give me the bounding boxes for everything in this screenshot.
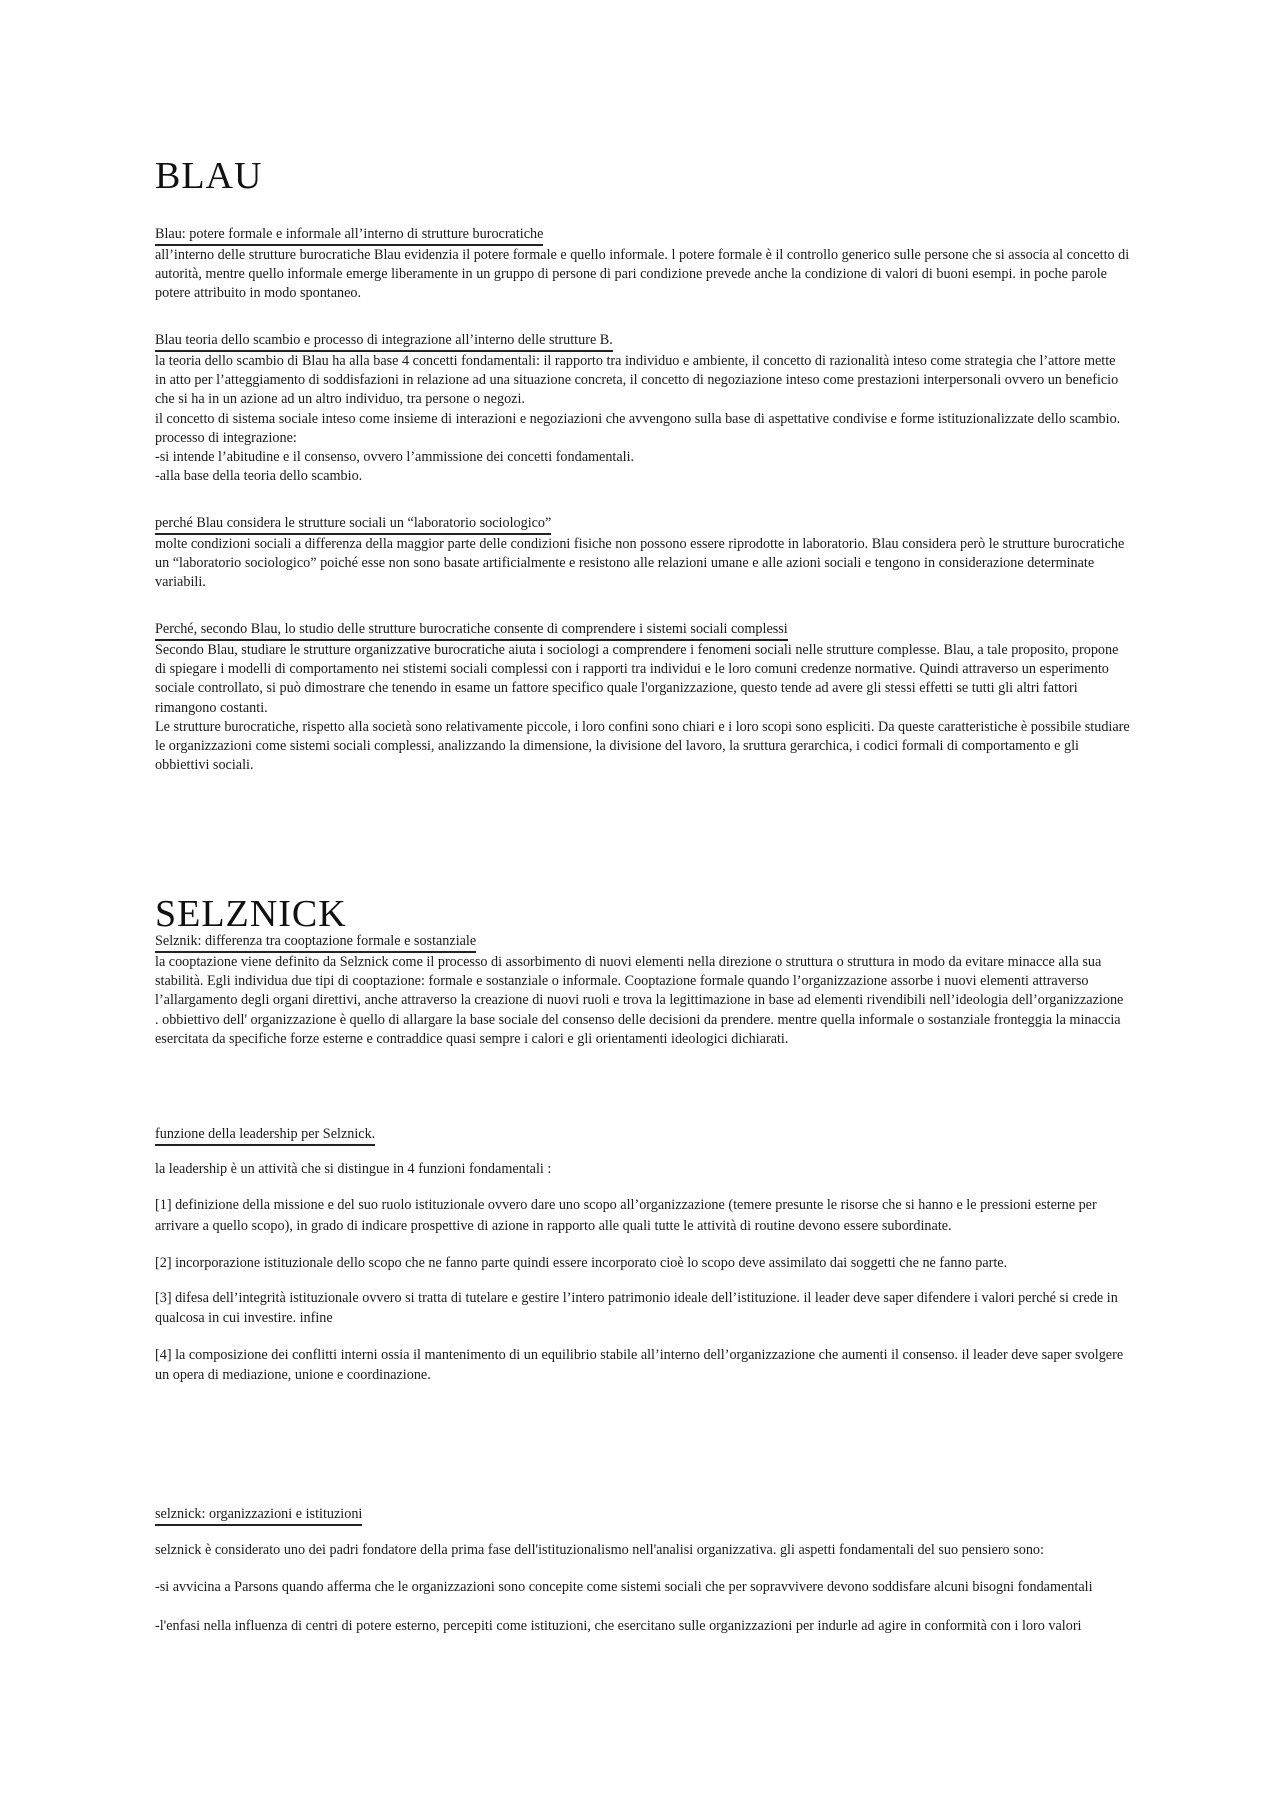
list-item: -l'enfasi nella influenza di centri di potere esterno, percepiti come istituzioni, che esercitano sulle organizzazioni per indurle ad agire in conformità con i loro valori [155,1618,1082,1634]
section-title: Blau: potere formale e informale all’interno di strutture burocratiche [155,225,543,246]
bullet-item: -alla base della teoria dello scambio. [155,468,363,485]
heading-selznick: SELZNICK [155,893,347,935]
section-intro: selznick è considerato uno dei padri fondatore della prima fase dell'istituzionalismo nell'analisi organizzativa. gli aspetti fondamentali del suo pensiero sono: [155,1542,1044,1558]
section-title: Selznik: differenza tra cooptazione formale e sostanziale [155,932,476,953]
section-body: molte condizioni sociali a differenza della maggior parte delle condizioni fisiche non possono essere riprodotte in laboratorio. Blau considera però le strutture burocratiche un “laboratorio sociologico” poiché esse non sono basate artificialmente e resistono alle relazioni umane e alle azioni sociali e tengono in considerazione determinate variabili. [155,536,1125,591]
blau-section-2 [155,331,1130,486]
section-title: perché Blau considera le strutture sociali un “laboratorio sociologico” [155,514,551,535]
selznick-section-1 [155,932,1130,1049]
list-item: -si avvicina a Parsons quando afferma che le organizzazioni sono concepite come sistemi sociali che per sopravvivere devono soddisfare alcuni bisogni fondamentali [155,1579,1093,1595]
selznick-section-3 [155,1505,1130,1636]
section-body-continued: Le strutture burocratiche, rispetto alla società sono relativamente piccole, i loro confini sono chiari e i loro scopi sono espliciti. Da queste caratteristiche è possibile studiare le organizzazioni come sistemi sociali complessi, analizzando la dimensione, la divisione del lavoro, la sruttura gerarchica, i codici formali di comportamento e gli obbiettivi sociali. [155,718,1130,774]
section-title: Perché, secondo Blau, lo studio delle strutture burocratiche consente di comprendere i sistemi sociali complessi [155,620,788,641]
list-item: [3] difesa dell’integrità istituzionale ovvero si tratta di tutelare e gestire l’intero patrimonio ideale dell’istituzione. il leader deve saper difendere i valori perché si crede in qualcosa in cui investire. infine [155,1290,1118,1327]
blau-section-1 [155,225,1130,304]
selznick-section-2 [155,1125,1130,1385]
list-item: [1] definizione della missione e del suo ruolo istituzionale ovvero dare uno scopo all’organizzazione (temere presunte le risorse che si hanno e le pressioni esterne per arrivare a quello scopo), in grado di indicare prospettive di azione in rapporto alle quali tutte le attività di routine devono essere subordinate. [155,1197,1097,1234]
list-item: [2] incorporazione istituzionale dello scopo che ne fanno parte quindi essere incorporato cioè lo scopo deve assimilato dai soggetti che ne fanno parte. [155,1255,1008,1272]
list-item: [4] la composizione dei conflitti interni ossia il mantenimento di un equilibrio stabile all’interno dell’organizzazione che aumenti il consenso. il leader deve saper svolgere un opera di mediazione, unione e coordinazione. [155,1347,1124,1383]
section-body: all’interno delle strutture burocratiche Blau evidenzia il potere formale e quello informale. l potere formale è il controllo generico sulle persone che si associa al concetto di autorità, mentre quello informale emerge liberamente in un gruppo di persone di pari condizione prevede anche la condizione di valori di buoni esempi. in poche parole potere attribuito in modo spontaneo. [155,247,1130,302]
blau-section-4 [155,620,1130,775]
section-title: Blau teoria dello scambio e processo di integrazione all’interno delle strutture B. [155,331,613,352]
section-body-continued: il concetto di sistema sociale inteso come insieme di interazioni e negoziazioni che avvengono sulla base di aspettative condivise e forme istituzionalizzate dello scambio. processo di integrazione: [155,410,1121,446]
section-intro: la leadership è un attività che si distingue in 4 funzioni fondamentali : [155,1161,552,1177]
section-title: funzione della leadership per Selznick. [155,1125,375,1146]
section-body: la cooptazione viene definito da Selznick come il processo di assorbimento di nuovi elementi nella direzione o struttura o struttura in modo da evitare minacce alla sua stabilità. Egli individua due tipi di cooptazione: formale e sostanziale o informale. Cooptazione formale quando l’organizzazione assorbe i nuovi elementi attraverso l’allargamento degli organi direttivi, anche attraverso la creazione di nuovi ruoli e trova la legittimazione in base ad elementi rivendibili nell’ideologia dell’organizzazione . obbiettivo dell' organizzazione è quello di allargare la base sociale del consenso delle decisioni da prendere. mentre quella informale o sostanziale fronteggia la minaccia esercitata da specifiche forze esterne e contraddice quasi sempre i calori e gli orientamenti ideologici dichiarati. [155,954,1124,1047]
heading-blau: BLAU [155,155,263,197]
bullet-item: -si intende l’abitudine e il consenso, ovvero l’ammissione dei concetti fondamentali. [155,449,635,466]
blau-section-3 [155,514,1130,593]
section-body: Secondo Blau, studiare le strutture organizzative burocratiche aiuta i sociologi a comprendere i fenomeni sociali nelle strutture complesse. Blau, a tale proposito, propone di spiegare i modelli di comportamento nei stistemi sociali complessi con i rapporti tra individui e le loro comuni credenze normative. Quindi attraverso un esperimento sociale controllato, si può dimostrare che tenendo in esame un fattore specifico quale l'organizzazione, questo tende ad avere gli stessi effetti se tutti gli altri fattori rimangono costanti. [155,642,1119,716]
section-title: selznick: organizzazioni e istituzioni [155,1505,362,1526]
section-body: la teoria dello scambio di Blau ha alla base 4 concetti fondamentali: il rapporto tra individuo e ambiente, il concetto di razionalità inteso come strategia che l’attore mette in atto per l’atteggiamento di soddisfazioni in relazione ad una situazione concreta, il concetto di negoziazione inteso come prestazioni interpersonali ovvero un beneficio che si ha in un azione ad un altro individuo, tra persone o negozi. [155,353,1119,408]
